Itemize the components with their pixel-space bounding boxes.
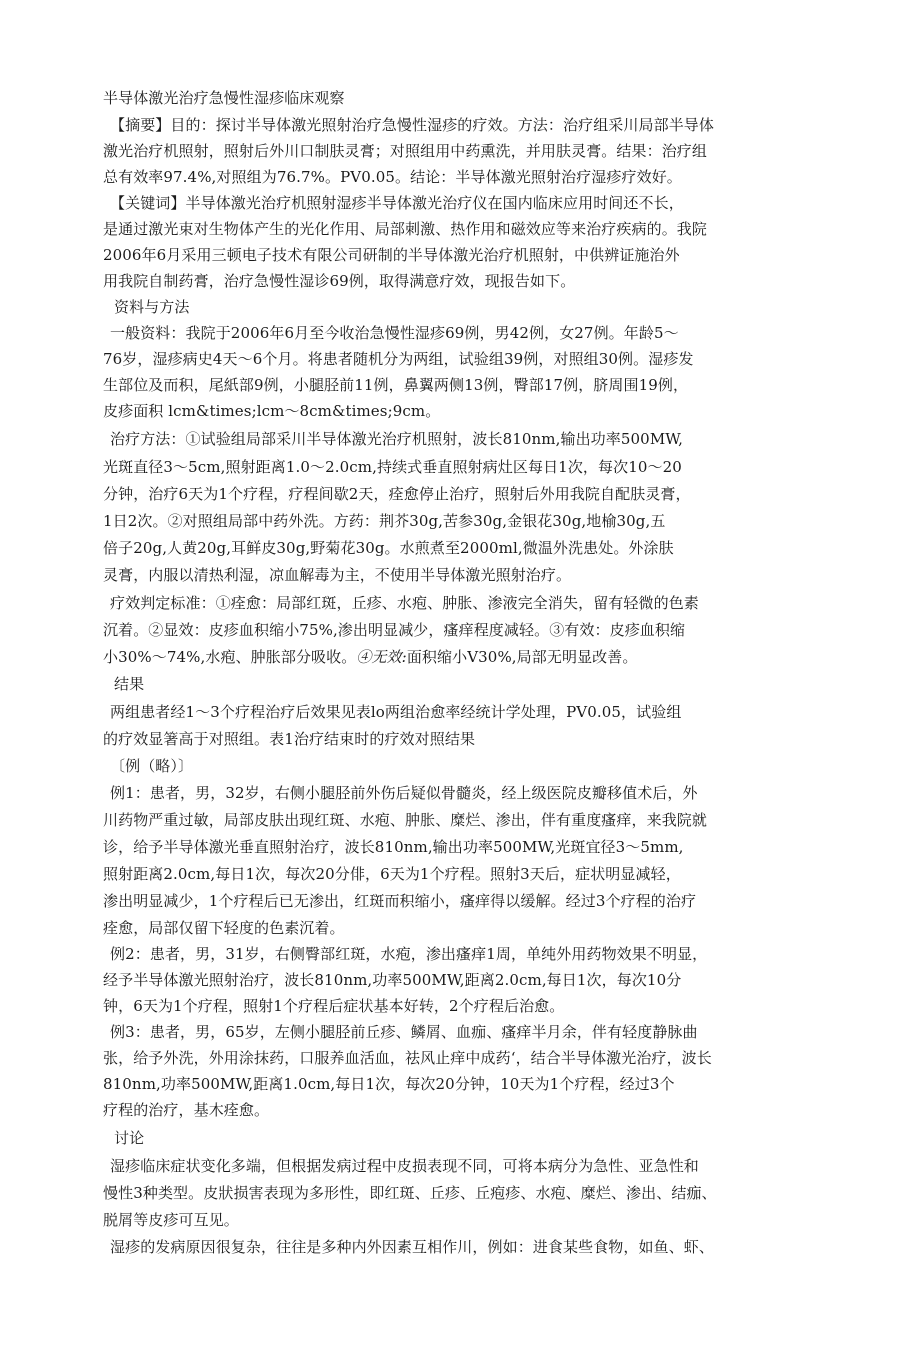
case-line: 疗程的治疗，基木痊愈。: [103, 1101, 270, 1119]
case-line: 钟，6天为1个疗程，照射1个疗程后症状基本好转，2个疗程后治愈。: [103, 997, 565, 1015]
case-line: 川药物严重过敏，局部皮肤出现红斑、水疱、肿胀、糜烂、渗出，伴有重度瘙痒，来我院就: [103, 811, 708, 829]
body-line: 湿疹临床症状变化多端，但根据发病过程中皮损表现不同，可将本病分为急性、亚急性和: [110, 1157, 699, 1175]
italic-text: ④无效:: [356, 648, 407, 666]
abstract-line: 总有效率97.4%,对照组为76.7%。PV0.05。结论：半导体激光照射治疗湿疹疗效好。: [103, 168, 682, 186]
keywords-line: 【关键词】半导体激光治疗机照射湿疹半导体激光治疗仪在国内临床应用时间还不长，: [110, 194, 684, 212]
body-line: 用我院自制药膏，治疗急慢性湿诊69例，取得满意疗效，现报告如下。: [103, 272, 576, 290]
body-line: 倍子20g,人黄20g,耳鲜皮30g,野菊花30g。水煎煮至2000ml,微温外洗患处。外涂肤: [103, 539, 674, 557]
body-line: 皮疹面积 lcm&times;lcm～8cm&times;9cm。: [103, 402, 441, 420]
body-line: 沉着。②显效：皮疹血积缩小75%,渗出明显减少，瘙痒程度减轻。③有效：皮疹血积缩: [103, 621, 686, 639]
body-line: 湿疹的发病原因很复杂，往往是多种内外因素互相作川，例如：进食某些食物，如鱼、虾、: [110, 1238, 715, 1256]
body-line: 治疗方法：①试验组局部采川半导体激光治疗机照射，波长810nm,输出功率500MW,: [110, 430, 684, 448]
body-line: 慢性3种类型。皮狀损害表现为多形性，即红斑、丘疹、丘疱疹、水疱、糜烂、渗出、结痂、: [103, 1184, 717, 1202]
body-line: 两组患者经1～3个疗程治疗后效果见表lo两组治愈率经统计学处理，PV0.05，试验组: [110, 703, 682, 721]
body-line: 2006年6月采用三顿电子技术有限公司研制的半导体激光治疗机照射，中供辨证施治外: [103, 246, 680, 264]
case-line: 张，给予外洗，外用涂抹药，口服养血活血，祛风止痒中成药‘，结合半导体激光治疗，波长: [103, 1049, 712, 1067]
case-line: 渗出明显减少，1个疗程后已无渗出，红斑而积缩小，瘙痒得以缓解。经过3个疗程的治疗: [103, 892, 697, 910]
body-line: 1日2次。②对照组局部中药外洗。方药：荆芥30g,苦参30g,金银花30g,地榆30g,五: [103, 512, 666, 530]
body-text: 面积缩小V30%,局部无明显改善。: [406, 648, 638, 666]
body-line: 〔例（略）〕: [110, 757, 194, 775]
case-line: 例3：患者，男，65岁，左侧小腿胫前丘疹、鳞屑、血痂、瘙痒半月余，伴有轻度静脉曲: [110, 1023, 698, 1041]
case-line: 例1：患者，男，32岁，右侧小腿胫前外伤后疑似骨髓炎，经上级医院皮瓣移值术后，外: [110, 784, 698, 802]
case-line: 例2：患者，男，31岁，右侧臀部红斑，水疱，渗出瘙痒1周，单纯外用药物效果不明显，: [110, 945, 708, 963]
body-line: 分钟，治疗6天为1个疗程，疗程间歇2天，痊愈停止治疗，照射后外用我院自配肤灵膏，: [103, 485, 691, 503]
body-line: 是通过激光束对生物体产生的光化作用、局部刺激、热作用和磁效应等来治疗疾病的。我院: [103, 220, 708, 238]
case-line: 照射距离2.0cm,每日1次，每次20分俳，6天为1个疗程。照射3天后，症状明显减轻，: [103, 865, 681, 883]
case-line: 诊，给予半导体激光垂直照射治疗，波长810nm,输出功率500MW,光斑宜径3～5mm,: [103, 838, 684, 856]
body-line: 光斑直径3～5cm,照射距离1.0～2.0cm,持续式垂直照射病灶区每日1次，每次10～20: [103, 458, 682, 476]
body-line: 76岁，湿疹病史4天～6个月。将患者随机分为两组，试验组39例，对照组30例。湿疹发: [103, 350, 694, 368]
case-line: 痊愈，局部仅留下轻度的色素沉着。: [103, 919, 345, 937]
section-heading: 讨论: [114, 1129, 145, 1147]
body-line: 脱屑等皮疹可互见。: [103, 1211, 239, 1229]
body-line: 一般资料：我院于2006年6月至今收治急慢性湿疹69例，男42例，女27例。年龄5～: [110, 324, 679, 342]
document-title: 半导体激光治疗急慢性湿疹临床观察: [103, 89, 345, 107]
abstract-line: 激光治疗机照射，照射后外川口制肤灵膏；对照组用中药熏洗，并用肤灵膏。结果：治疗组: [103, 142, 708, 160]
body-text: 小30%～74%,水疱、肿胀部分吸收。: [103, 648, 357, 666]
body-line: 疗效判定标准：①痊愈：局部红斑，丘疹、水疱、肿胀、渗液完全消失，留有轻微的色素: [110, 594, 699, 612]
body-line: 的疗效显箸高于对照组。表1治疗结束时的疗效对照结果: [103, 730, 476, 748]
body-line: [103, 647, 637, 667]
case-line: 经予半导体激光照射治疗，波长810nm,功率500MW,距离2.0cm,每日1次，每次10分: [103, 971, 682, 989]
abstract-line: 【摘要】目的：探讨半导体激光照射治疗急慢性湿疹的疗效。方法：治疗组采川局部半导体: [110, 116, 715, 134]
section-heading: 结果: [114, 675, 145, 693]
case-line: 810nm,功率500MW,距离1.0cm,每日1次，每次20分钟，10天为1个疗程，经过3个: [103, 1075, 675, 1093]
section-heading: 资料与方法: [114, 298, 190, 316]
body-line: 生部位及而积，尾紙部9例，小腿胫前11例，鼻翼两侧13例，臀部17例，脐周围19例，: [103, 376, 689, 394]
body-line: 灵膏，内服以清热利湿，凉血解毒为主，不使用半导体激光照射治疗。: [103, 566, 572, 584]
